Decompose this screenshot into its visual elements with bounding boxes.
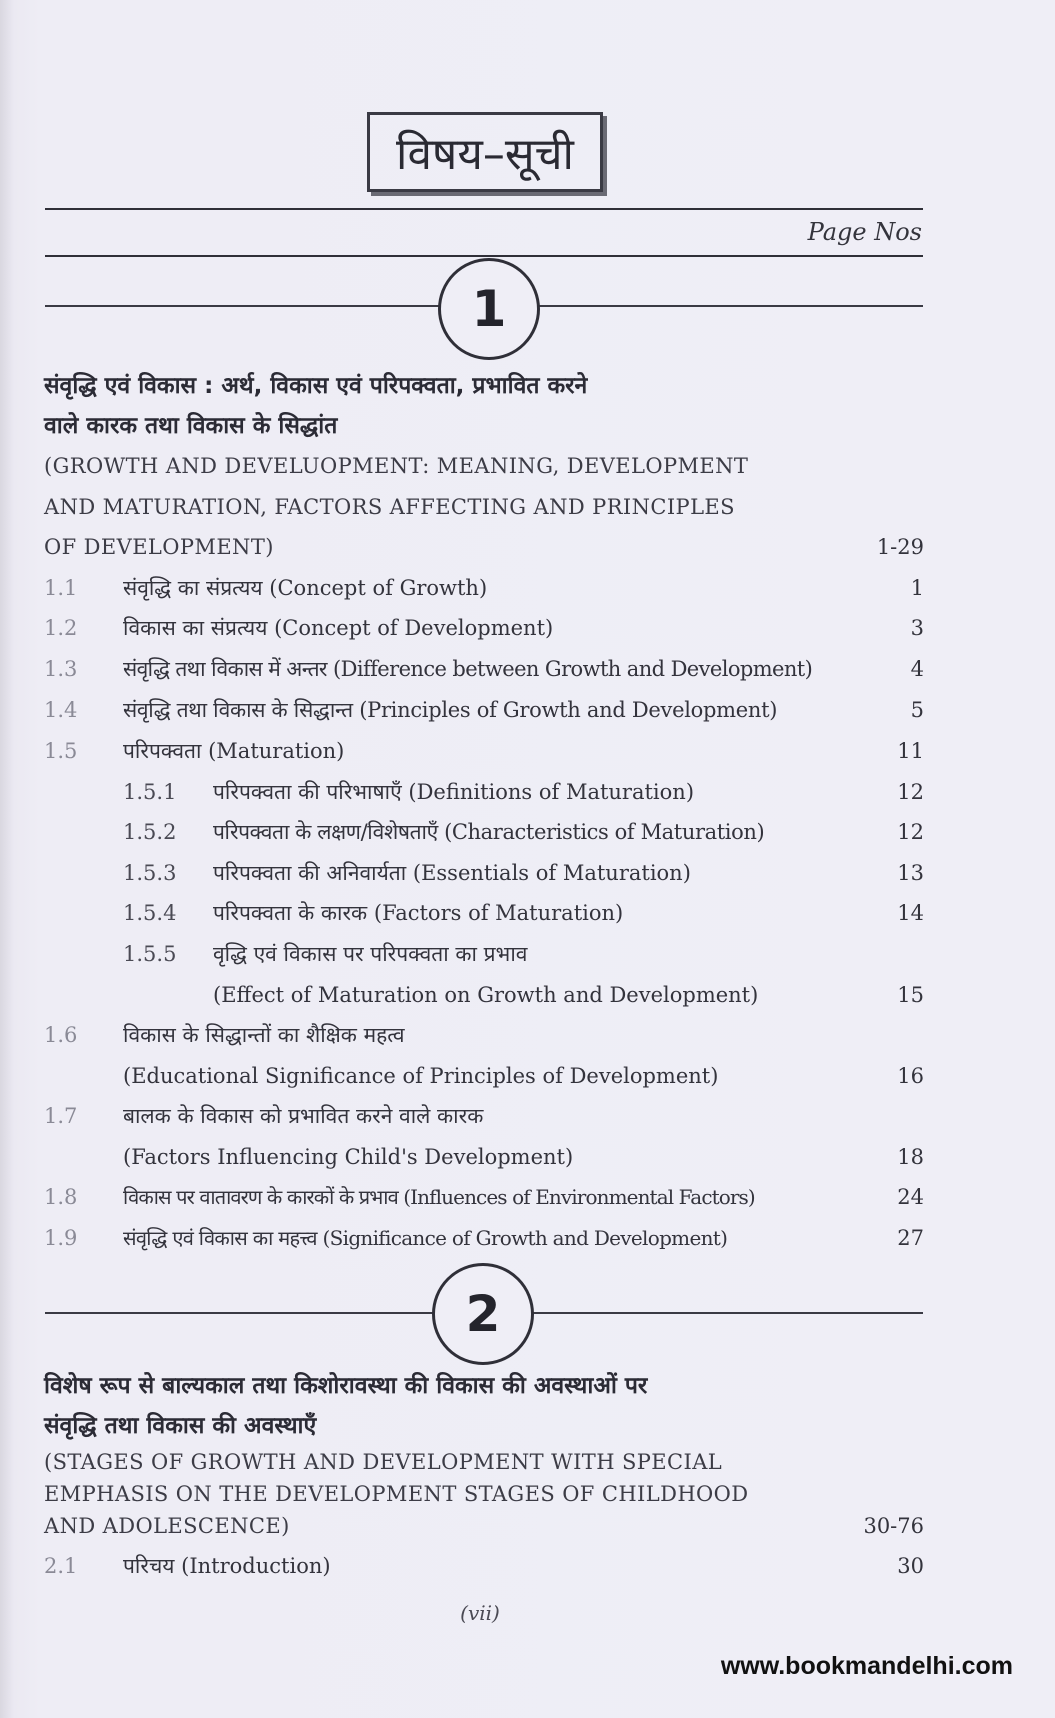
entry-title (123, 690, 777, 730)
chapter-2-english-title-line2: EMPHASIS ON THE DEVELOPMENT STAGES OF CHILDHOOD (44, 1482, 749, 1506)
toc-title: विषय–सूची (367, 112, 603, 192)
page-nos-label: Page Nos (807, 218, 922, 246)
top-rule (45, 208, 923, 210)
toc-entry-continuation (44, 1137, 924, 1177)
entry-english: (Educational Significance of Principles of Development) (123, 1064, 719, 1088)
sub-entry-number: 1.5.2 (123, 820, 177, 844)
entry-page: 3 (910, 616, 924, 640)
sub-entry-hindi: परिपक्वता की अनिवार्यता (213, 861, 407, 885)
sub-entry-title (213, 853, 691, 893)
entry-title (123, 649, 812, 689)
toc-entry[interactable] (44, 568, 924, 608)
sub-entry-page: 14 (897, 901, 924, 925)
toc-entry[interactable] (44, 1015, 924, 1055)
entry-hindi: संवृद्धि तथा विकास में अन्तर (123, 657, 327, 681)
toc-sub-entry[interactable] (44, 812, 924, 852)
sub-entry-english: (Characteristics of Maturation) (444, 820, 765, 844)
entry-hindi: परिपक्वता (123, 739, 202, 763)
entry-hindi: विकास पर वातावरण के कारकों के प्रभाव (123, 1185, 398, 1209)
chapter-2-english-title-line3: AND ADOLESCENCE) (44, 1514, 290, 1538)
chapter-2-number: 2 (432, 1263, 534, 1365)
entry-page: 4 (910, 657, 924, 681)
toc-entry[interactable] (44, 649, 924, 689)
toc-sub-entry[interactable] (44, 853, 924, 893)
toc-entry-continuation (44, 1056, 924, 1096)
sub-entry-number: 1.5.1 (123, 780, 177, 804)
entry-page: 24 (897, 1185, 924, 1209)
watermark: www.bookmandelhi.com (720, 1652, 1013, 1680)
chapter-2-page-range: 30-76 (863, 1514, 924, 1538)
sub-entry-page: 13 (897, 861, 924, 885)
sub-entry-english: (Factors of Maturation) (373, 901, 624, 925)
entry-page: 18 (897, 1145, 924, 1169)
entry-title (123, 608, 553, 648)
toc-sub-entry[interactable] (44, 893, 924, 933)
entry-hindi: विकास के सिद्धान्तों का शैक्षिक महत्व (123, 1023, 405, 1047)
entry-page: 30 (897, 1554, 924, 1578)
toc-sub-entry-continuation (44, 975, 924, 1015)
entry-english: (Influences of Environmental Factors) (403, 1185, 755, 1209)
entry-title (123, 568, 487, 608)
entry-title (123, 1177, 755, 1217)
sub-entry-hindi: वृद्धि एवं विकास पर परिपक्वता का प्रभाव (213, 942, 528, 966)
entry-english: (Significance of Growth and Development) (322, 1226, 728, 1250)
sub-entry-title (213, 772, 694, 812)
chapter-1-hindi-title-line2: वाले कारक तथा विकास के सिद्धांत (44, 413, 338, 439)
sub-entry-number: 1.5.5 (123, 942, 177, 966)
entry-english: (Concept of Growth) (269, 576, 488, 600)
sub-entry-hindi: परिपक्वता के लक्षण/विशेषताएँ (213, 820, 438, 844)
sub-entry-hindi: परिपक्वता के कारक (213, 901, 368, 925)
chapter-1-english-title-line2: AND MATURATION, FACTORS AFFECTING AND PRINCIPLES (44, 495, 735, 519)
header-bottom-rule (45, 255, 923, 257)
sub-entry-english: (Essentials of Maturation) (412, 861, 691, 885)
entry-english: (Maturation) (208, 739, 345, 763)
entry-title (123, 731, 344, 771)
toc-sub-entry[interactable] (44, 772, 924, 812)
toc-entry[interactable] (44, 1218, 924, 1258)
entry-hindi: संवृद्धि तथा विकास के सिद्धान्त (123, 698, 353, 722)
sub-entry-english: (Effect of Maturation on Growth and Development) (213, 983, 759, 1007)
entry-english: (Factors Influencing Child's Development) (123, 1145, 574, 1169)
sub-entry-title (213, 812, 764, 852)
toc-entry[interactable] (44, 731, 924, 771)
chapter-2-title-row (44, 1506, 924, 1546)
sub-entry-page: 12 (897, 780, 924, 804)
entry-number: 1.6 (44, 1023, 78, 1047)
toc-entry[interactable] (44, 1096, 924, 1136)
sub-entry-english: (Definitions of Maturation) (408, 780, 695, 804)
chapter-2-hindi-title-line1: विशेष रूप से बाल्यकाल तथा किशोरावस्था की विकास की अवस्थाओं पर (44, 1373, 648, 1399)
sub-entry-page: 15 (897, 983, 924, 1007)
entry-hindi: बालक के विकास को प्रभावित करने वाले कारक (123, 1104, 484, 1128)
entry-page: 11 (897, 739, 924, 763)
chapter-1-page-range: 1-29 (876, 535, 924, 559)
entry-number: 2.1 (44, 1554, 78, 1578)
entry-hindi: परिचय (123, 1554, 175, 1578)
entry-number: 1.4 (44, 698, 78, 722)
chapter-1-english-title-line1: (GROWTH AND DEVELUOPMENT: MEANING, DEVELOPMENT (44, 454, 749, 478)
entry-hindi: विकास का संप्रत्यय (123, 616, 268, 640)
toc-entry[interactable] (44, 608, 924, 648)
entry-page: 5 (910, 698, 924, 722)
entry-english: (Concept of Development) (274, 616, 554, 640)
toc-entry[interactable] (44, 1546, 924, 1586)
sub-entry-title (213, 893, 623, 933)
entry-page: 16 (897, 1064, 924, 1088)
chapter-1-english-title-line3: OF DEVELOPMENT) (44, 535, 274, 559)
chapter-1-number: 1 (438, 258, 540, 360)
chapter-2-hindi-title-line2: संवृद्धि तथा विकास की अवस्थाएँ (44, 1413, 317, 1439)
chapter-2-english-title-line1: (STAGES OF GROWTH AND DEVELOPMENT WITH SPECIAL (44, 1450, 723, 1474)
entry-title (123, 1218, 727, 1258)
entry-hindi: संवृद्धि एवं विकास का महत्त्व (123, 1226, 317, 1250)
sub-entry-number: 1.5.4 (123, 901, 177, 925)
sub-entry-number: 1.5.3 (123, 861, 177, 885)
entry-page: 1 (910, 576, 924, 600)
entry-title (123, 1546, 331, 1586)
entry-number: 1.8 (44, 1185, 78, 1209)
toc-sub-entry[interactable] (44, 934, 924, 974)
entry-number: 1.9 (44, 1226, 78, 1250)
entry-number: 1.1 (44, 576, 78, 600)
entry-hindi: संवृद्धि का संप्रत्यय (123, 576, 263, 600)
entry-page: 27 (897, 1226, 924, 1250)
toc-entry[interactable] (44, 1177, 924, 1217)
entry-english: (Principles of Growth and Development) (359, 698, 778, 722)
entry-english: (Difference between Growth and Development) (333, 657, 813, 681)
entry-number: 1.3 (44, 657, 78, 681)
sub-entry-page: 12 (897, 820, 924, 844)
entry-number: 1.7 (44, 1104, 78, 1128)
entry-number: 1.2 (44, 616, 78, 640)
chapter-1-title-row (44, 527, 924, 567)
sub-entry-hindi: परिपक्वता की परिभाषाएँ (213, 780, 402, 804)
page-folio: (vii) (460, 1601, 500, 1625)
toc-entry[interactable] (44, 690, 924, 730)
chapter-1-hindi-title-line1: संवृद्धि एवं विकास : अर्थ, विकास एवं परिपक्वता, प्रभावित करने (44, 373, 588, 399)
entry-english: (Introduction) (181, 1554, 331, 1578)
entry-number: 1.5 (44, 739, 78, 763)
